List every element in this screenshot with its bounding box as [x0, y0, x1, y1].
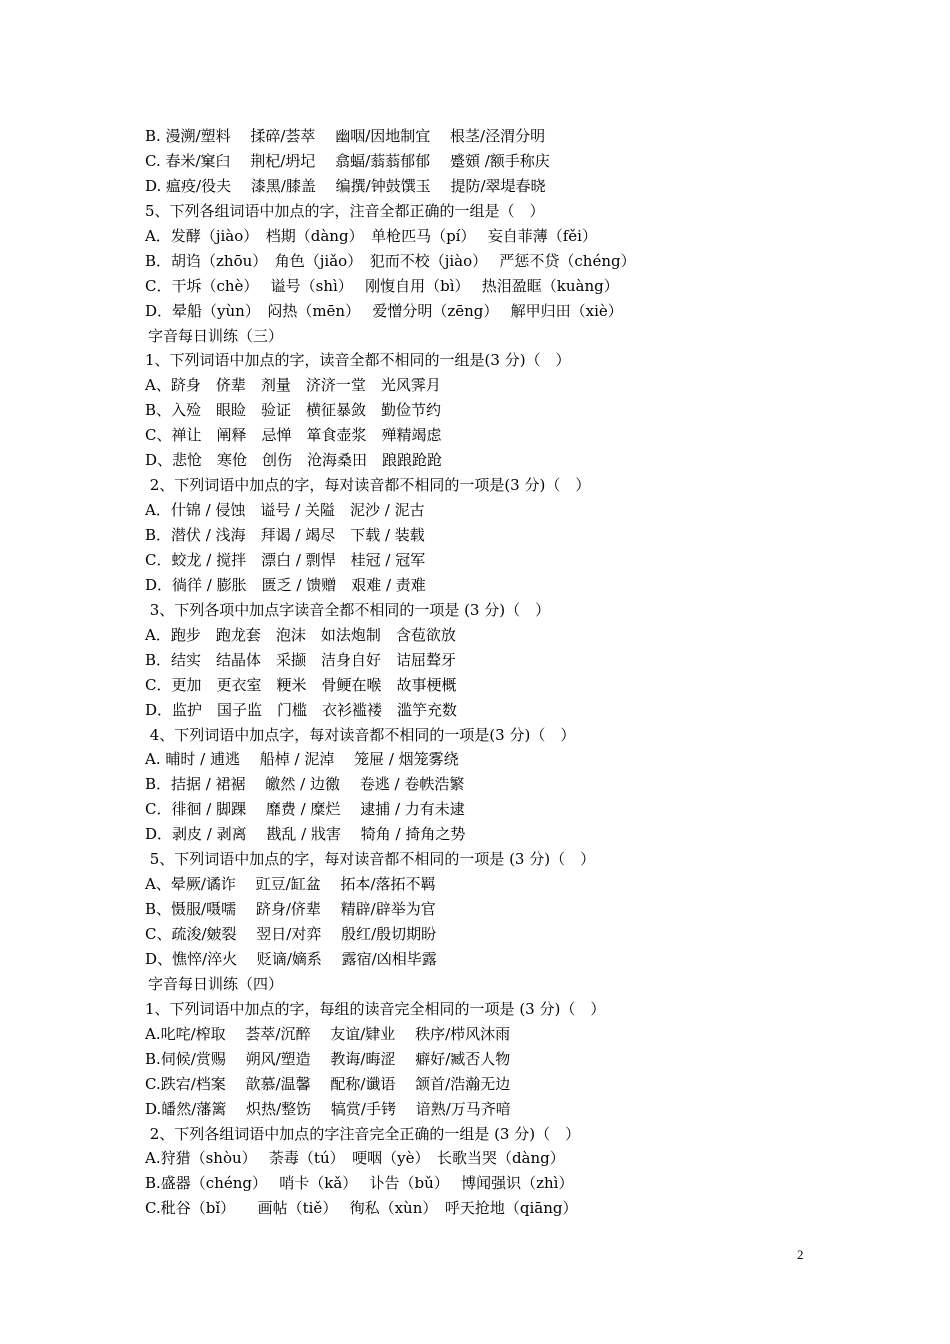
- answer-option: A．跑步 跑龙套 泡沫 如法炮制 含苞欲放: [145, 625, 456, 644]
- answer-option: D．监护 国子监 门槛 衣衫褴褛 滥竽充数: [145, 700, 458, 719]
- question-text: 4、下列词语中加点字，每对读音都不相同的一项是(3 分)（ ）: [145, 725, 576, 744]
- section-heading: 字音每日训练（三）: [148, 326, 284, 345]
- answer-option: A、跻身 侪辈 剂量 济济一堂 光风霁月: [145, 376, 441, 395]
- answer-option: B．潜伏 / 浅海 拜谒 / 竭尽 下载 / 装载: [145, 526, 425, 544]
- answer-option: B．胡诌（zhōu） 角色（jiǎo） 犯而不校（jiào） 严惩不贷（chéng）: [145, 251, 636, 270]
- question-text: 3、下列各项中加点字读音全都不相同的一项是 (3 分)（ ）: [145, 600, 551, 619]
- question-text: 5、下列词语中加点的字，每对读音都不相同的一项是 (3 分)（ ）: [145, 850, 596, 869]
- answer-option: C．蛟龙 / 搅拌 漂白 / 剽悍 桂冠 / 冠军: [145, 550, 426, 569]
- answer-option: C、禅让 阐释 忌惮 箪食壶浆 殚精竭虑: [145, 426, 442, 445]
- answer-option: B．结实 结晶体 采撷 洁身自好 诘屈聱牙: [145, 650, 457, 669]
- answer-option: D、悲怆 寒伧 创伤 沧海桑田 踉踉跄跄: [145, 451, 443, 470]
- answer-option: A．发酵（jiào） 档期（dàng） 单枪匹马（pí） 妄自菲薄（fěi）: [145, 226, 597, 245]
- section-heading: 字音每日训练（四）: [148, 974, 284, 993]
- answer-option: D．晕船（yùn） 闷热（mēn） 爱憎分明（zēng） 解甲归田（xiè）: [145, 301, 623, 320]
- answer-option: B.盛器（chéng） 哨卡（kǎ） 讣告（bǔ） 博闻强识（zhì）: [145, 1174, 574, 1193]
- answer-option: D.皤然/藩篱 炽热/整饬 犒赏/手铐 谙熟/万马齐喑: [145, 1099, 511, 1118]
- answer-option: D、憔悴/淬火 贬谪/嫡系 露宿/凶相毕露: [145, 949, 437, 968]
- answer-option: D．剥皮 / 剥离 戡乱 / 戕害 犄角 / 掎角之势: [145, 825, 466, 844]
- answer-option: A、晕厥/谲诈 豇豆/缸盆 拓本/落拓不羁: [145, 875, 436, 894]
- answer-option: A.叱咤/榨取 荟萃/沉醉 友谊/肄业 秩序/栉风沐雨: [145, 1024, 511, 1043]
- answer-option: B、入殓 眼睑 验证 横征暴敛 勤俭节约: [145, 401, 442, 420]
- page-number: 2: [797, 1247, 804, 1262]
- answer-option: C、疏浚/皴裂 翌日/对弈 殷红/殷切期盼: [145, 925, 437, 943]
- answer-option: C．更加 更衣室 粳米 骨鲠在喉 故事梗概: [145, 675, 457, 694]
- answer-option: C.秕谷（bǐ） 画帖（tiě） 徇私（xùn） 呼天抢地（qiāng）: [145, 1199, 578, 1218]
- answer-option: A．什锦 / 侵蚀 谥号 / 关隘 泥沙 / 泥古: [145, 501, 425, 520]
- answer-option: B. 漫溯/塑料 揉碎/荟萃 幽咽/因地制宜 根茎/泾渭分明: [145, 127, 546, 145]
- answer-option: C．徘徊 / 脚踝 靡费 / 糜烂 逮捕 / 力有未逮: [145, 800, 465, 819]
- answer-option: B．拮据 / 裙裾 皦然 / 边徼 卷逃 / 卷帙浩繁: [145, 775, 465, 794]
- answer-option: C．干坼（chè） 谥号（shì） 刚愎自用（bì） 热泪盈眶（kuàng）: [145, 276, 619, 295]
- answer-option: B.伺候/赏赐 朔风/塑造 教诲/晦涩 癖好/臧否人物: [145, 1049, 511, 1068]
- document-body: [145, 124, 865, 1221]
- question-text: 5、下列各组词语中加点的字，注音全都正确的一组是（ ）: [145, 201, 545, 220]
- answer-option: D. 瘟疫/役夫 漆黑/膝盖 编撰/钟鼓馔玉 提防/翠堤春晓: [145, 176, 546, 195]
- question-text: 2、下列词语中加点的字，每对读音都不相同的一项是(3 分)（ ）: [145, 476, 591, 495]
- question-text: 2、下列各组词语中加点的字注音完全正确的一组是 (3 分)（ ）: [145, 1124, 581, 1143]
- answer-option: C. 春米/窠臼 荆杞/坍圮 翕蝠/蓊蓊郁郁 蹙頞 /额手称庆: [145, 151, 550, 170]
- answer-option: A.狩猎（shòu） 荼毒（tú） 哽咽（yè） 长歌当哭（dàng）: [145, 1149, 565, 1168]
- answer-option: A. 晡时 / 逋逃 船棹 / 泥淖 笼屉 / 烟笼雾绕: [145, 750, 459, 769]
- answer-option: C.跌宕/档案 歆慕/温馨 配称/谶语 颔首/浩瀚无边: [145, 1074, 511, 1093]
- question-text: 1、下列词语中加点的字，每组的读音完全相同的一项是 (3 分)（ ）: [145, 999, 606, 1018]
- answer-option: B、慑服/嗫嚅 跻身/侪辈 精辟/辟举为官: [145, 900, 436, 919]
- answer-option: D．徜徉 / 膨胀 匮乏 / 馈赠 艰难 / 责难: [145, 575, 426, 594]
- question-text: 1、下列词语中加点的字，读音全都不相同的一组是(3 分)（ ）: [145, 351, 571, 370]
